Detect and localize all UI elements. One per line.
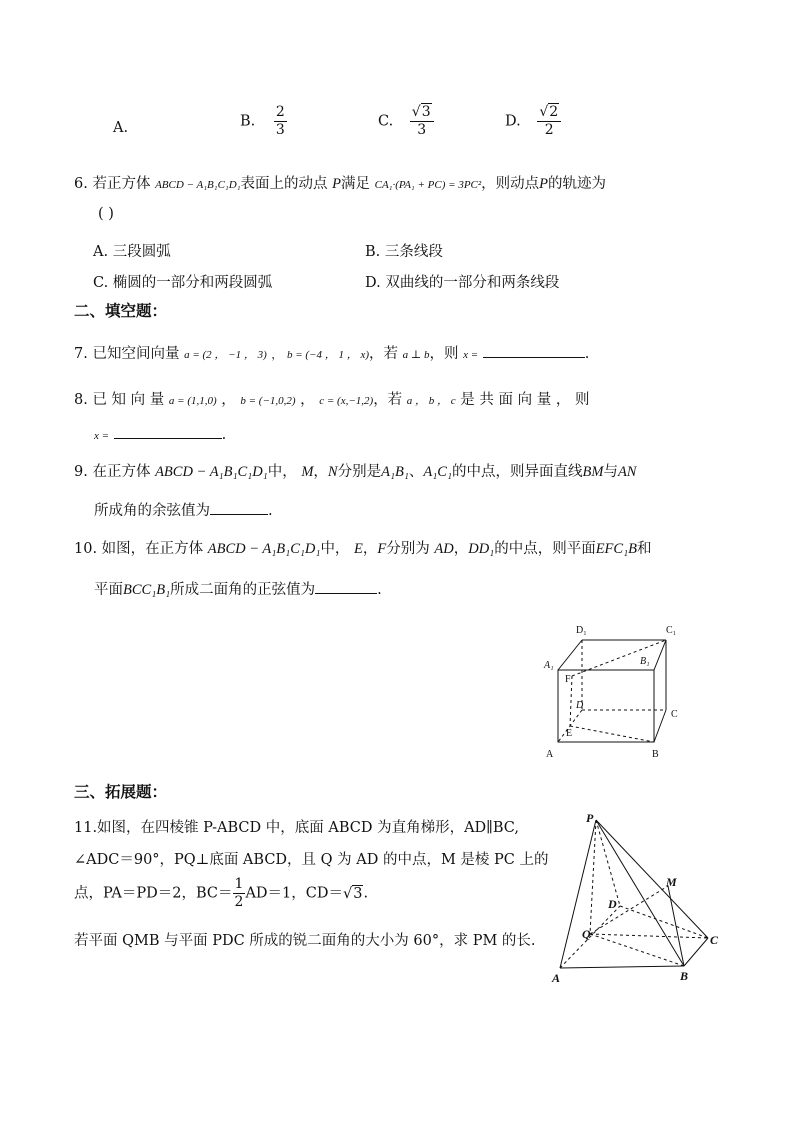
q9-text: 所成角的余弦值为	[94, 503, 210, 519]
q9-segment-a1b1: A₁B₁	[381, 464, 409, 480]
sqrt-radicand: 3	[421, 104, 431, 120]
q9-text: 的中点，则异面直线	[452, 464, 583, 480]
q6-point-p: P	[332, 176, 341, 192]
q9-line-bm: BM	[582, 464, 604, 480]
cube-label-c1: C₁	[666, 625, 677, 636]
q10-point-f: F	[377, 541, 387, 557]
sqrt-symbol: √3	[343, 885, 363, 902]
q5-option-b-label: B.	[240, 113, 256, 130]
q8-text: 是 共 面 向 量 ， 则	[460, 392, 590, 408]
q8-vector-c: c = (x,−1,2)	[319, 395, 374, 407]
sqrt-symbol: √3	[411, 104, 431, 120]
q10-text: 如图，在正方体	[101, 541, 204, 557]
q6-option-c: C. 椭圆的一部分和两段圆弧	[93, 275, 273, 291]
answer-blank[interactable]	[210, 500, 268, 515]
q5-option-d-label: D.	[505, 113, 521, 130]
sqrt-radicand: 2	[549, 104, 559, 120]
fraction-denominator: 2	[234, 894, 244, 910]
q5-option-c	[378, 104, 434, 139]
q5-option-d-fraction	[537, 104, 561, 139]
q10-cube-name: ABCD − A₁B₁C₁D₁	[207, 541, 321, 557]
q10-text: 和	[637, 541, 652, 557]
q6-text: ，则动点	[481, 176, 540, 192]
q8-stem: 8. 已 知 向 量 a = (1,1,0) ， b = (−1,0,2) ， c = (x,−1,2)，若 a ， b ， c 是 共 面 向 量 ， 则	[74, 392, 590, 408]
q9-stem: 9. 在正方体 ABCD − A₁B₁C₁D₁中， M，N分别是A₁B₁、A₁C₁的中点，则异面直线BM与AN	[74, 464, 637, 480]
fraction-numerator	[537, 104, 561, 122]
fraction-denominator: 3	[417, 122, 427, 138]
question-number: 6.	[74, 176, 88, 192]
q6-cube-name: ABCD − A₁B₁C₁D₁	[155, 179, 241, 191]
q10-plane-bcc1b1: BCC₁B₁	[123, 582, 171, 598]
q10-text: 分别为	[386, 541, 430, 557]
q8-text: ，若	[373, 392, 403, 408]
answer-blank[interactable]	[483, 343, 585, 358]
q8-x-equals: x =	[94, 430, 110, 442]
q7-text: 已知空间向量	[92, 346, 180, 362]
q7-text: ，若	[369, 346, 399, 362]
fraction-denominator: 3	[275, 122, 285, 138]
question-number: 10.	[74, 541, 98, 557]
q7-text: ，则	[429, 346, 459, 362]
q5-option-c-fraction	[410, 104, 434, 139]
q5-option-a: A.	[113, 120, 129, 136]
question-number: 9.	[74, 464, 88, 480]
cube-label-d1: D₁	[576, 625, 587, 636]
q11-line1: 11.如图，在四棱锥 P-ABCD 中，底面 ABCD 为直角梯形，AD∥BC,	[74, 820, 519, 836]
pyramid-label-p: P	[586, 811, 594, 825]
q10-plane-efc1b: EFC₁B	[595, 541, 637, 557]
q9-text: 与	[603, 464, 618, 480]
q7-x-equals: x =	[463, 349, 479, 361]
q9-text: 在正方体	[92, 464, 151, 480]
q7-vector-a: a = (2 ， −1 ， 3)	[184, 349, 267, 361]
cube-label-e: E	[566, 728, 573, 739]
pyramid-label-d: D	[608, 897, 617, 911]
q10-text: 的中点，则平面	[494, 541, 596, 557]
q10-segment-ad: AD	[434, 541, 454, 557]
q6-text: 满足	[341, 176, 370, 192]
q6-point-p: P	[539, 176, 549, 192]
q6-stem	[74, 172, 606, 193]
q8-answer-line: x = .	[94, 424, 226, 443]
cube-label-b1: B₁	[640, 656, 650, 667]
q9-line2: 所成角的余弦值为 .	[94, 499, 273, 520]
q9-text: 中，	[267, 464, 297, 480]
q9-point-n: N	[327, 464, 338, 480]
q9-segment-a1c1: A₁C₁	[423, 464, 453, 480]
q11-text: .	[363, 885, 369, 902]
section-heading-extension: 三、拓展题：	[74, 782, 168, 801]
cube-label-f: F	[565, 674, 571, 685]
q9-text: 分别是	[337, 464, 382, 480]
q6-text: 的轨迹为	[548, 176, 607, 192]
q9-cube-name: ABCD − A₁B₁C₁D₁	[155, 464, 268, 480]
fraction-numerator: 1	[234, 876, 244, 892]
pyramid-figure	[548, 806, 728, 986]
section-heading-fill-in: 二、填空题：	[74, 301, 168, 320]
cube-label-d: D	[576, 700, 584, 711]
q6-formula: CA₁·(PA₁ + PC) = 3PC²	[374, 179, 482, 191]
q8-text: 已 知 向 量	[92, 392, 165, 408]
q6-text: 若正方体	[92, 176, 151, 192]
fraction-denominator: 2	[544, 122, 554, 138]
q9-point-m: M	[301, 464, 314, 480]
pyramid-label-c: C	[710, 933, 719, 947]
question-number: 8.	[74, 392, 88, 408]
q10-segment-dd1: DD₁	[468, 541, 495, 557]
q5-option-c-label: C.	[378, 113, 394, 130]
q10-text: 平面	[94, 582, 123, 598]
answer-blank[interactable]	[114, 424, 222, 439]
q9-line-an: AN	[617, 464, 637, 480]
answer-blank[interactable]	[315, 579, 377, 594]
pyramid-label-b: B	[680, 969, 689, 983]
cube-label-a1: A₁	[544, 660, 554, 671]
q11-text: 点，PA＝PD＝2，BC＝	[74, 885, 233, 902]
question-number: 7.	[74, 346, 88, 362]
q10-stem: 10. 如图，在正方体 ABCD − A₁B₁C₁D₁中， E，F分别为 AD，DD₁的中点，则平面EFC₁B和	[74, 541, 652, 557]
fraction-numerator	[410, 104, 434, 122]
q10-text: 中，	[320, 541, 350, 557]
cube-label-a: A	[546, 749, 554, 760]
q11-line4: 若平面 QMB 与平面 PDC 所成的锐二面角的大小为 60°，求 PM 的长.	[74, 933, 536, 949]
q8-vector-b: b = (−1,0,2)	[240, 395, 296, 407]
q5-option-b	[240, 104, 287, 139]
q5-option-b-fraction	[274, 104, 287, 139]
sqrt-symbol: √2	[539, 104, 559, 120]
q6-option-b: B. 三条线段	[365, 244, 443, 260]
q11-line2: ∠ADC＝90°，PQ⊥底面 ABCD，且 Q 为 AD 的中点，M 是棱 PC 上的	[74, 852, 549, 868]
q5-option-d	[505, 104, 561, 139]
q8-vectors: a ， b ， c	[406, 395, 456, 407]
q6-option-d: D. 双曲线的一部分和两条线段	[365, 275, 560, 291]
q7-vector-b: b = (−4 ， 1 ， x)	[286, 349, 370, 361]
cube-figure	[538, 618, 688, 764]
cube-label-b: B	[652, 749, 659, 760]
q11-line3	[74, 876, 368, 911]
sqrt-radicand: 3	[353, 885, 363, 902]
q6-text: 表面上的动点	[240, 176, 328, 192]
q11-text: AD＝1，CD＝	[245, 885, 343, 902]
pyramid-label-q: Q	[582, 927, 591, 941]
q11-fraction	[233, 876, 246, 911]
q10-line2: 平面BCC₁B₁所成二面角的正弦值为 .	[94, 578, 382, 599]
q10-point-e: E	[354, 541, 363, 557]
q8-vector-a: a = (1,1,0)	[168, 395, 217, 407]
q6-answer-paren: ( )	[98, 206, 114, 222]
q7-stem: 7. 已知空间向量 a = (2 ， −1 ， 3) ， b = (−4 ， 1 ， x)，若 a ⊥ b，则 x = .	[74, 342, 589, 363]
pyramid-label-m: M	[666, 875, 677, 889]
pyramid-label-a: A	[552, 971, 561, 985]
q6-option-a: A. 三段圆弧	[93, 244, 171, 260]
fraction-numerator: 2	[275, 104, 285, 120]
q10-text: 所成二面角的正弦值为	[170, 582, 316, 598]
cube-label-c: C	[671, 709, 678, 720]
q7-condition: a ⊥ b	[402, 349, 430, 361]
